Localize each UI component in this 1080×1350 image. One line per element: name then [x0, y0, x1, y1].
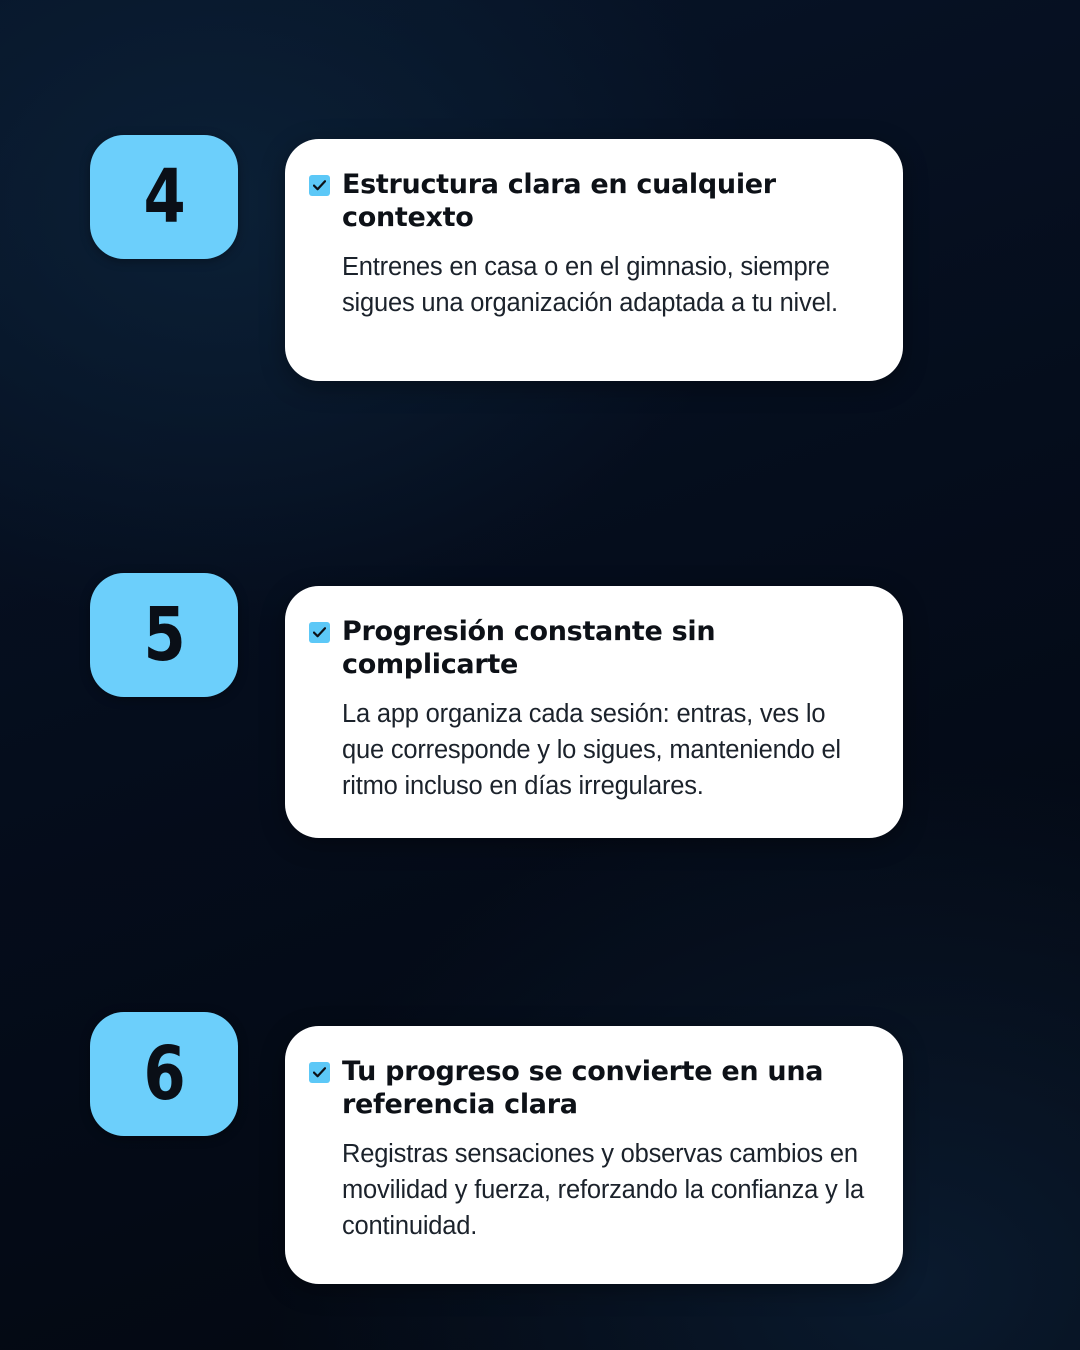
step-number-label: 6 [143, 1031, 185, 1117]
step-title: Tu progreso se convierte en una referencia clara [342, 1056, 824, 1120]
step-card [285, 1026, 903, 1284]
step-title: Estructura clara en cualquier contexto [342, 169, 776, 233]
step-card [285, 139, 903, 381]
list-item [90, 573, 238, 697]
step-number-label: 4 [143, 154, 185, 240]
step-number-badge [90, 573, 238, 697]
check-square-icon [309, 175, 330, 196]
step-body: Entrenes en casa o en el gimnasio, siempre sigues una organización adaptada a tu nivel. [342, 252, 838, 318]
step-card-header [309, 169, 869, 235]
step-body: La app organiza cada sesión: entras, ves lo que corresponde y lo sigues, manteniendo el ritmo incluso en días irregulares. [342, 699, 841, 801]
step-body: Registras sensaciones y observas cambios en movilidad y fuerza, reforzando la confianza y la continuidad. [342, 1139, 864, 1241]
list-item [90, 135, 238, 259]
step-card-header [309, 616, 869, 682]
step-card-header [309, 1056, 869, 1122]
step-number-badge [90, 1012, 238, 1136]
step-number-badge [90, 135, 238, 259]
check-square-icon [309, 1062, 330, 1083]
step-number-label: 5 [143, 592, 185, 678]
step-card [285, 586, 903, 838]
step-title: Progresión constante sin complicarte [342, 616, 716, 680]
check-square-icon [309, 622, 330, 643]
list-item [90, 1012, 238, 1136]
